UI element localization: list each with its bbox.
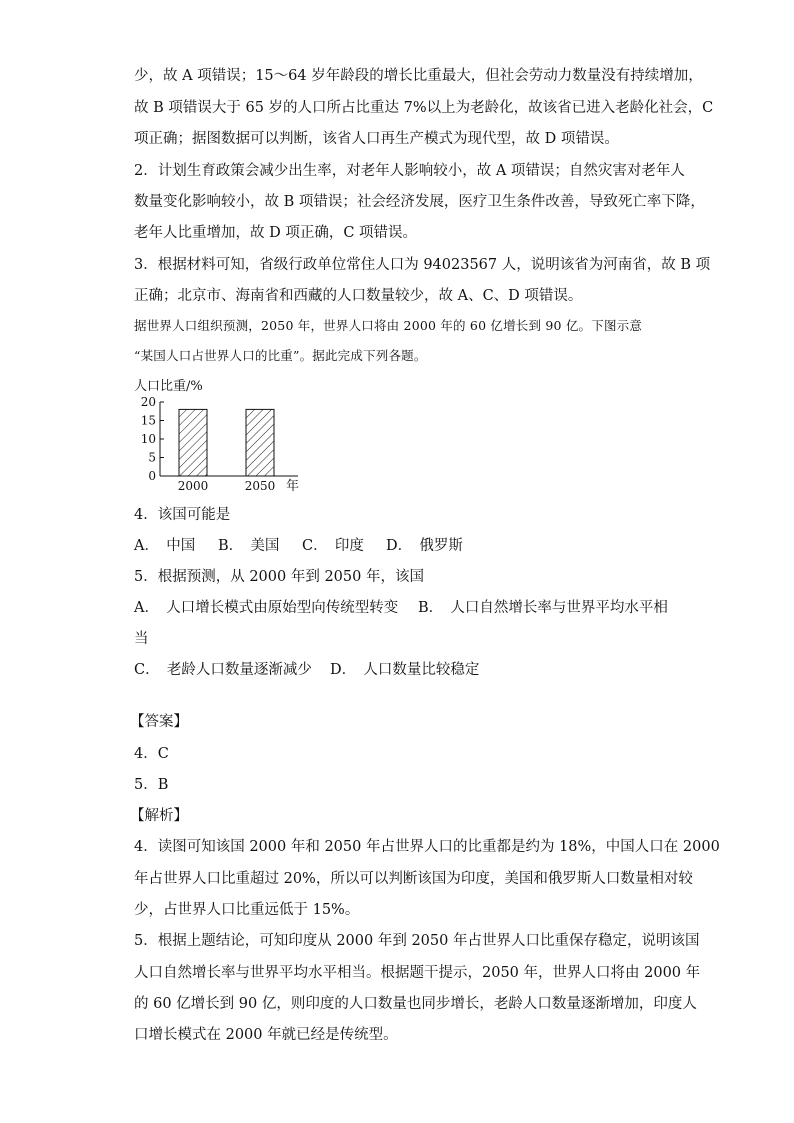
y-tick-label: 5	[148, 450, 156, 465]
question-5-stem: 5．根据预测，从 2000 年到 2050 年，该国	[134, 569, 424, 585]
analysis-line: 人口自然增长率与世界平均水平相当。根据题干提示，2050 年，世界人口将由 2000 年	[134, 965, 701, 981]
bar	[179, 409, 207, 476]
material-line: “某国人口占世界人口的比重”。据此完成下列各题。	[134, 348, 427, 363]
population-share-chart	[120, 374, 320, 496]
answer-line: 4．C	[134, 746, 169, 762]
option-b[interactable]: B． 美国	[218, 538, 280, 554]
option-b[interactable]: B． 人口自然增长率与世界平均水平相	[418, 600, 668, 616]
option-c[interactable]: C． 印度	[302, 538, 364, 554]
y-tick-label: 0	[148, 469, 156, 483]
material-line: 据世界人口组织预测，2050 年，世界人口将由 2000 年的 60 亿增长到 90 亿。下图示意	[134, 318, 643, 333]
x-ticks	[178, 479, 276, 493]
answer-heading: 【答案】	[130, 714, 188, 730]
analysis-line: 口增长模式在 2000 年就已经是传统型。	[134, 1027, 398, 1043]
question-4-options	[134, 536, 463, 556]
x-axis-label: 年	[286, 479, 300, 494]
y-ticks	[141, 395, 164, 483]
option-a[interactable]: A． 中国	[134, 538, 196, 554]
y-tick-label: 15	[140, 413, 156, 428]
bars	[179, 409, 274, 476]
option-c[interactable]: C． 老龄人口数量逐渐减少	[134, 662, 312, 678]
option-d[interactable]: D． 人口数量比较稳定	[330, 662, 480, 678]
x-tick-label: 2050	[244, 479, 276, 493]
paragraph-line: 项正确；据图数据可以判断，该省人口再生产模式为现代型，故 D 项错误。	[134, 131, 619, 147]
paragraph-line: 数量变化影响较小，故 B 项错误；社会经济发展，医疗卫生条件改善，导致死亡率下降，	[134, 194, 705, 210]
x-tick-label: 2000	[177, 479, 209, 493]
paragraph-line: 2．计划生育政策会减少出生率，对老年人影响较小，故 A 项错误；自然灾害对老年人	[134, 163, 685, 179]
y-tick-label: 20	[140, 395, 156, 409]
answer-line: 5．B	[134, 777, 169, 793]
paragraph-line: 故 B 项错误大于 65 岁的人口所占比重达 7%以上为老龄化，故该省已进入老龄化社会，C	[134, 100, 714, 116]
paragraph-line: 少，故 A 项错误；15～64 岁年龄段的增长比重最大，但社会劳动力数量没有持续增加，	[134, 68, 703, 84]
analysis-line: 少，占世界人口比重远低于 15%。	[134, 902, 360, 918]
bar	[246, 409, 274, 476]
option-a[interactable]: A． 人口增长模式由原始型向传统型转变	[134, 600, 399, 616]
y-axis-label: 人口比重/%	[134, 379, 203, 394]
analysis-line: 5．根据上题结论，可知印度从 2000 年到 2050 年占世界人口比重保存稳定，说明该国	[134, 933, 700, 949]
option-b-continued: 当	[134, 631, 149, 647]
option-d[interactable]: D． 俄罗斯	[386, 538, 463, 554]
paragraph-line: 老年人比重增加，故 D 项正确，C 项错误。	[134, 225, 418, 241]
analysis-heading: 【解析】	[130, 808, 188, 824]
analysis-line: 的 60 亿增长到 90 亿，则印度的人口数量也同步增长，老龄人口数量逐渐增加，印度人	[134, 996, 697, 1012]
y-tick-label: 10	[140, 432, 156, 446]
paragraph-line: 3．根据材料可知，省级行政单位常住人口为 94023567 人，说明该省为河南省，故 B 项	[134, 257, 711, 273]
analysis-line: 4．读图可知该国 2000 年和 2050 年占世界人口的比重都是约为 18%，中国人口在 2000	[134, 839, 720, 855]
question-4-stem: 4．该国可能是	[134, 507, 231, 523]
analysis-line: 年占世界人口比重超过 20%，所以可以判断该国为印度，美国和俄罗斯人口数量相对较	[134, 871, 693, 887]
paragraph-line: 正确；北京市、海南省和西藏的人口数量较少，故 A、C、D 项错误。	[134, 288, 583, 304]
